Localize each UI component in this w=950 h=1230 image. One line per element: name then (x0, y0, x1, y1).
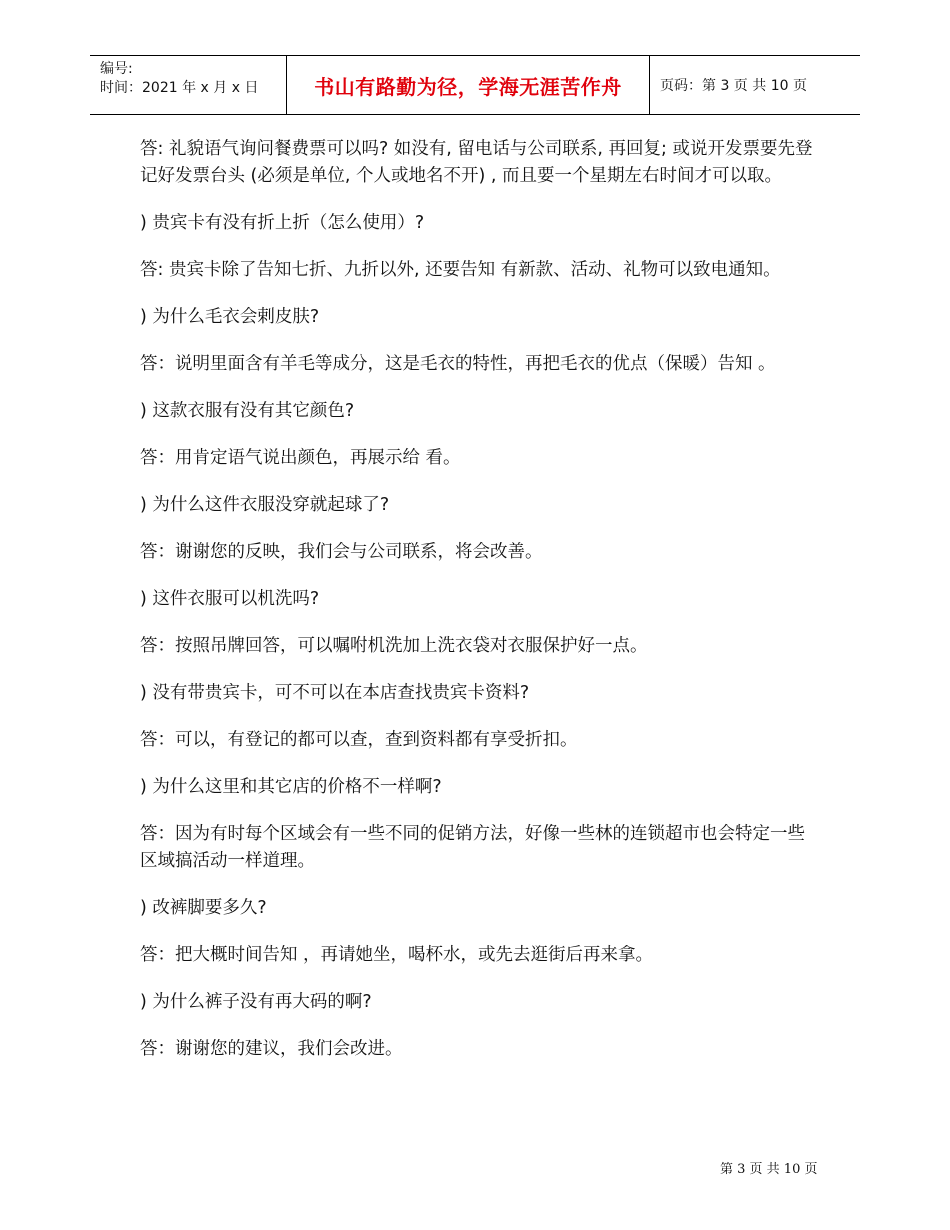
header-meta (90, 56, 286, 114)
paragraph-question: ) 为什么这件衣服没穿就起球了? (140, 495, 390, 515)
document-date: 时间：2021 年 x 月 x 日 (100, 80, 259, 96)
paragraph-answer: 答：谢谢您的建议，我们会改进。 (140, 1039, 403, 1059)
document-body (140, 136, 818, 1083)
paragraph-answer: 答：谢谢您的反映，我们会与公司联系，将会改善。 (140, 542, 543, 562)
paragraph-question: ) 这款衣服有没有其它颜色? (140, 401, 355, 421)
document-number-label: 编号: (100, 61, 133, 77)
paragraph-answer: 答：按照吊牌回答，可以嘱咐机洗加上洗衣袋对衣服保护好一点。 (140, 636, 648, 656)
paragraph-question: ) 改裤脚要多久? (140, 898, 267, 918)
paragraph-answer: 答: 贵宾卡除了告知七折、九折以外, 还要告知 有新款、活动、礼物可以致电通知。 (140, 260, 781, 280)
paragraph-question: ) 为什么毛衣会剌皮肤? (140, 307, 320, 327)
paragraph-answer: 答：说明里面含有羊毛等成分，这是毛衣的特性，再把毛衣的优点（保暖）告知 。 (140, 354, 776, 374)
paragraph-question: ) 没有带贵宾卡，可不可以在本店查找贵宾卡资料? (140, 683, 530, 703)
header-page-info: 页码：第 3 页 共 10 页 (660, 78, 807, 94)
paragraph-question: ) 贵宾卡有没有折上折（怎么使用）? (140, 213, 425, 233)
paragraph-answer: 答：因为有时每个区域会有一些不同的促销方法，好像一些林的连锁超市也会特定一些区域搞活动一样道理。 (140, 824, 805, 871)
paragraph-answer: 答：把大概时间告知 ，再请她坐，喝杯水，或先去逛街后再来拿。 (140, 945, 654, 965)
paragraph-question: ) 这件衣服可以机洗吗? (140, 589, 320, 609)
header-motto: 书山有路勤为径，学海无涯苦作舟 (286, 56, 650, 114)
paragraph-question: ) 为什么裤子没有再大码的啊? (140, 992, 372, 1012)
paragraph-answer: 答：可以，有登记的都可以查，查到资料都有享受折扣。 (140, 730, 578, 750)
paragraph-answer: 答: 礼貌语气询问餐费票可以吗? 如没有, 留电话与公司联系, 再回复; 或说开发票要先登记好发票台头 (必须是单位, 个人或地名不开) , 而且要一个星期左右时间才可以取。 (140, 139, 813, 186)
paragraph-question: ) 为什么这里和其它店的价格不一样啊? (140, 777, 442, 797)
page-header (90, 55, 860, 115)
page-footer: 第 3 页 共 10 页 (720, 1162, 818, 1177)
paragraph-answer: 答：用肯定语气说出颜色，再展示给 看。 (140, 448, 461, 468)
